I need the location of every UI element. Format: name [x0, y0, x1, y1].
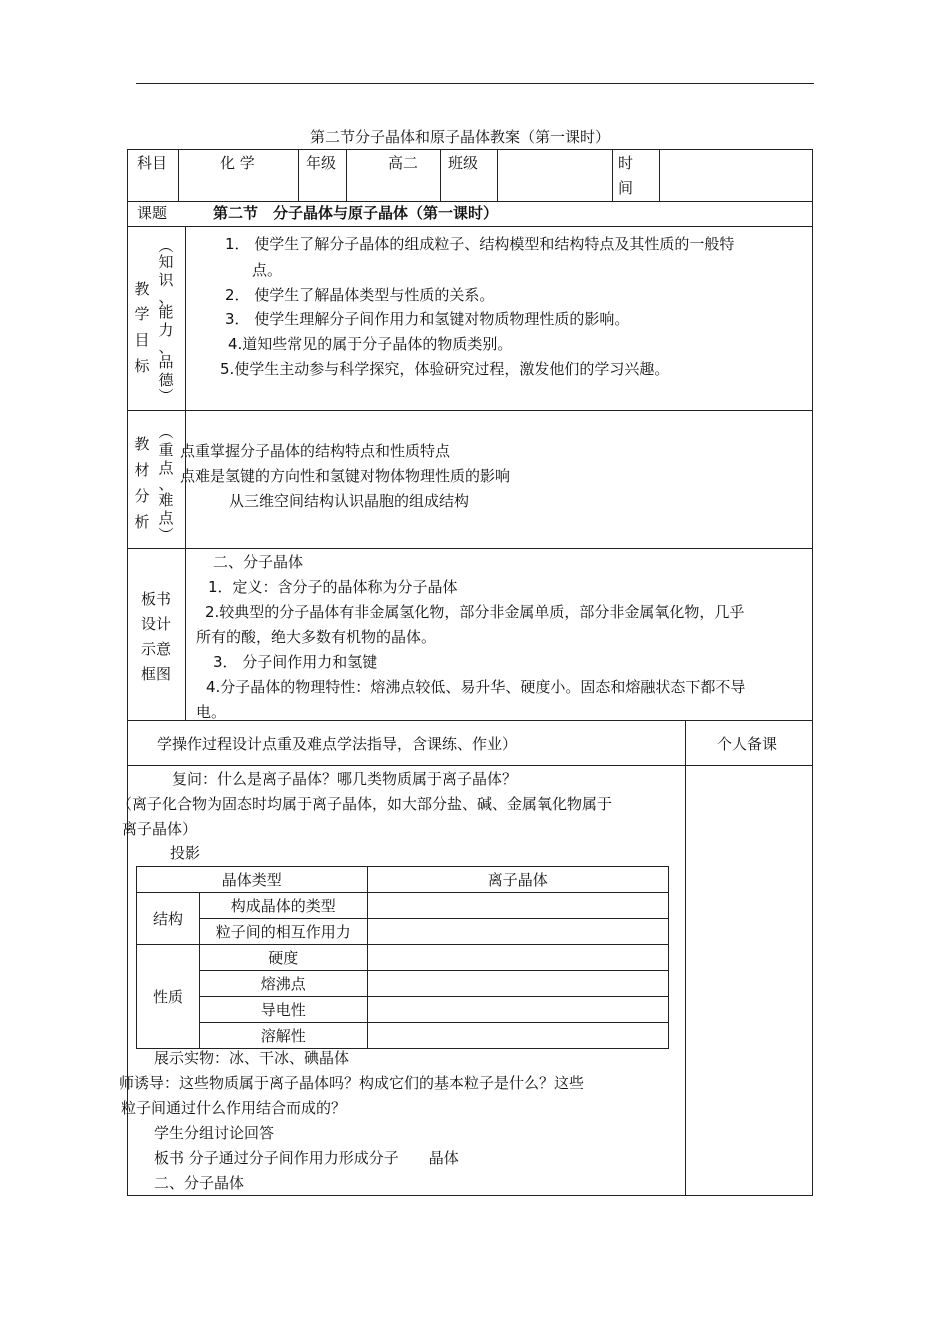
page-title: 第二节分子晶体和原子晶体教案（第一课时）: [310, 128, 611, 146]
subject-value: 化 学: [220, 154, 255, 172]
table-cell-label: 粒子间的相互作用力: [199, 919, 367, 945]
notes-header: 个人备课: [717, 735, 778, 753]
topic-label: 课题: [137, 204, 168, 222]
table-cell-value: [367, 1023, 668, 1049]
goal-item: 点。: [252, 261, 283, 279]
class-label: 班级: [448, 154, 479, 172]
grade-value: 高二: [388, 154, 419, 172]
topic-value: 第二节 分子晶体与原子晶体（第一课时）: [213, 204, 499, 222]
table-property-label: 性质: [137, 945, 200, 1049]
grade-label: 年级: [306, 154, 337, 172]
board-item: 1．定义：含分子的晶体称为分子晶体: [208, 578, 458, 596]
board-item: 3． 分子间作用力和氢键: [213, 653, 378, 671]
process-line: 师诱导：这些物质属于离子晶体吗？构成它们的基本粒子是什么？这些: [119, 1074, 585, 1092]
table-head-ionic: 离子晶体: [367, 867, 668, 893]
goal-item: 5.使学生主动参与科学探究，体验研究过程，激发他们的学习兴趣。: [220, 360, 670, 378]
table-row: [137, 919, 669, 945]
table-head-type: 晶体类型: [137, 867, 368, 893]
process-line: （离子化合物为固态时均属于离子晶体，如大部分盐、碱、金属氧化物属于: [117, 795, 613, 813]
goal-item: 3． 使学生理解分子间作用力和氢键对物质物理性质的影响。: [225, 310, 630, 328]
table-cell-label: 熔沸点: [199, 971, 367, 997]
analysis-item: 点重掌握分子晶体的结构特点和性质特点: [180, 442, 451, 460]
goal-item: 1． 使学生了解分子晶体的组成粒子、结构模型和结构特点及其性质的一般特: [225, 235, 735, 253]
table-cell-value: [367, 893, 668, 919]
table-cell-value: [367, 971, 668, 997]
process-line: 投影: [170, 844, 201, 862]
board-item: 2.较典型的分子晶体有非金属氢化物，部分非金属单质，部分非金属氧化物，几乎: [205, 603, 745, 621]
table-row: [137, 971, 669, 997]
table-cell-label: 导电性: [199, 997, 367, 1023]
top-rule: [136, 83, 814, 84]
table-cell-value: [367, 997, 668, 1023]
analysis-item: 从三维空间结构认识晶胞的组成结构: [229, 492, 470, 510]
goal-item: 2． 使学生了解晶体类型与性质的关系。: [225, 286, 495, 304]
table-row: [137, 945, 669, 971]
process-line: 学生分组讨论回答: [154, 1124, 275, 1142]
goal-item: 4.道知些常见的属于分子晶体的物质类别。: [228, 335, 513, 353]
table-cell-value: [367, 945, 668, 971]
table-row: [137, 997, 669, 1023]
crystal-comparison-table: [136, 866, 669, 1049]
table-row: [137, 893, 669, 919]
process-line: 二、分子晶体: [154, 1174, 245, 1192]
table-cell-label: 溶解性: [199, 1023, 367, 1049]
table-cell-value: [367, 919, 668, 945]
analysis-item: 点难是氢键的方向性和氢键对物体物理性质的影响: [180, 467, 511, 485]
board-item: 4.分子晶体的物理特性：熔沸点较低、易升华、硬度小。固态和熔融状态下都不导: [206, 678, 746, 696]
process-line: 粒子间通过什么作用结合而成的？: [121, 1099, 347, 1117]
process-line: 复问：什么是离子晶体？哪几类物质属于离子晶体？: [172, 770, 518, 788]
board-item: 二、分子晶体: [213, 553, 304, 571]
subject-label: 科目: [137, 154, 168, 172]
process-line: 板书 分子通过分子间作用力形成分子 晶体: [154, 1149, 459, 1167]
process-line: 离子晶体）: [122, 820, 198, 838]
process-line: 展示实物：冰、干冰、碘晶体: [154, 1049, 350, 1067]
table-structure-label: 结构: [137, 893, 200, 945]
time-label-bottom: 间: [618, 179, 634, 197]
table-row: [137, 1023, 669, 1049]
board-item: 电。: [196, 703, 227, 721]
table-cell-label: 硬度: [199, 945, 367, 971]
table-row: [137, 867, 669, 893]
time-label-top: 时: [618, 154, 634, 172]
process-header: 学操作过程设计点重及难点学法指导，含课练、作业）: [157, 735, 518, 753]
board-item: 所有的酸，绝大多数有机物的晶体。: [196, 628, 437, 646]
table-cell-label: 构成晶体的类型: [199, 893, 367, 919]
